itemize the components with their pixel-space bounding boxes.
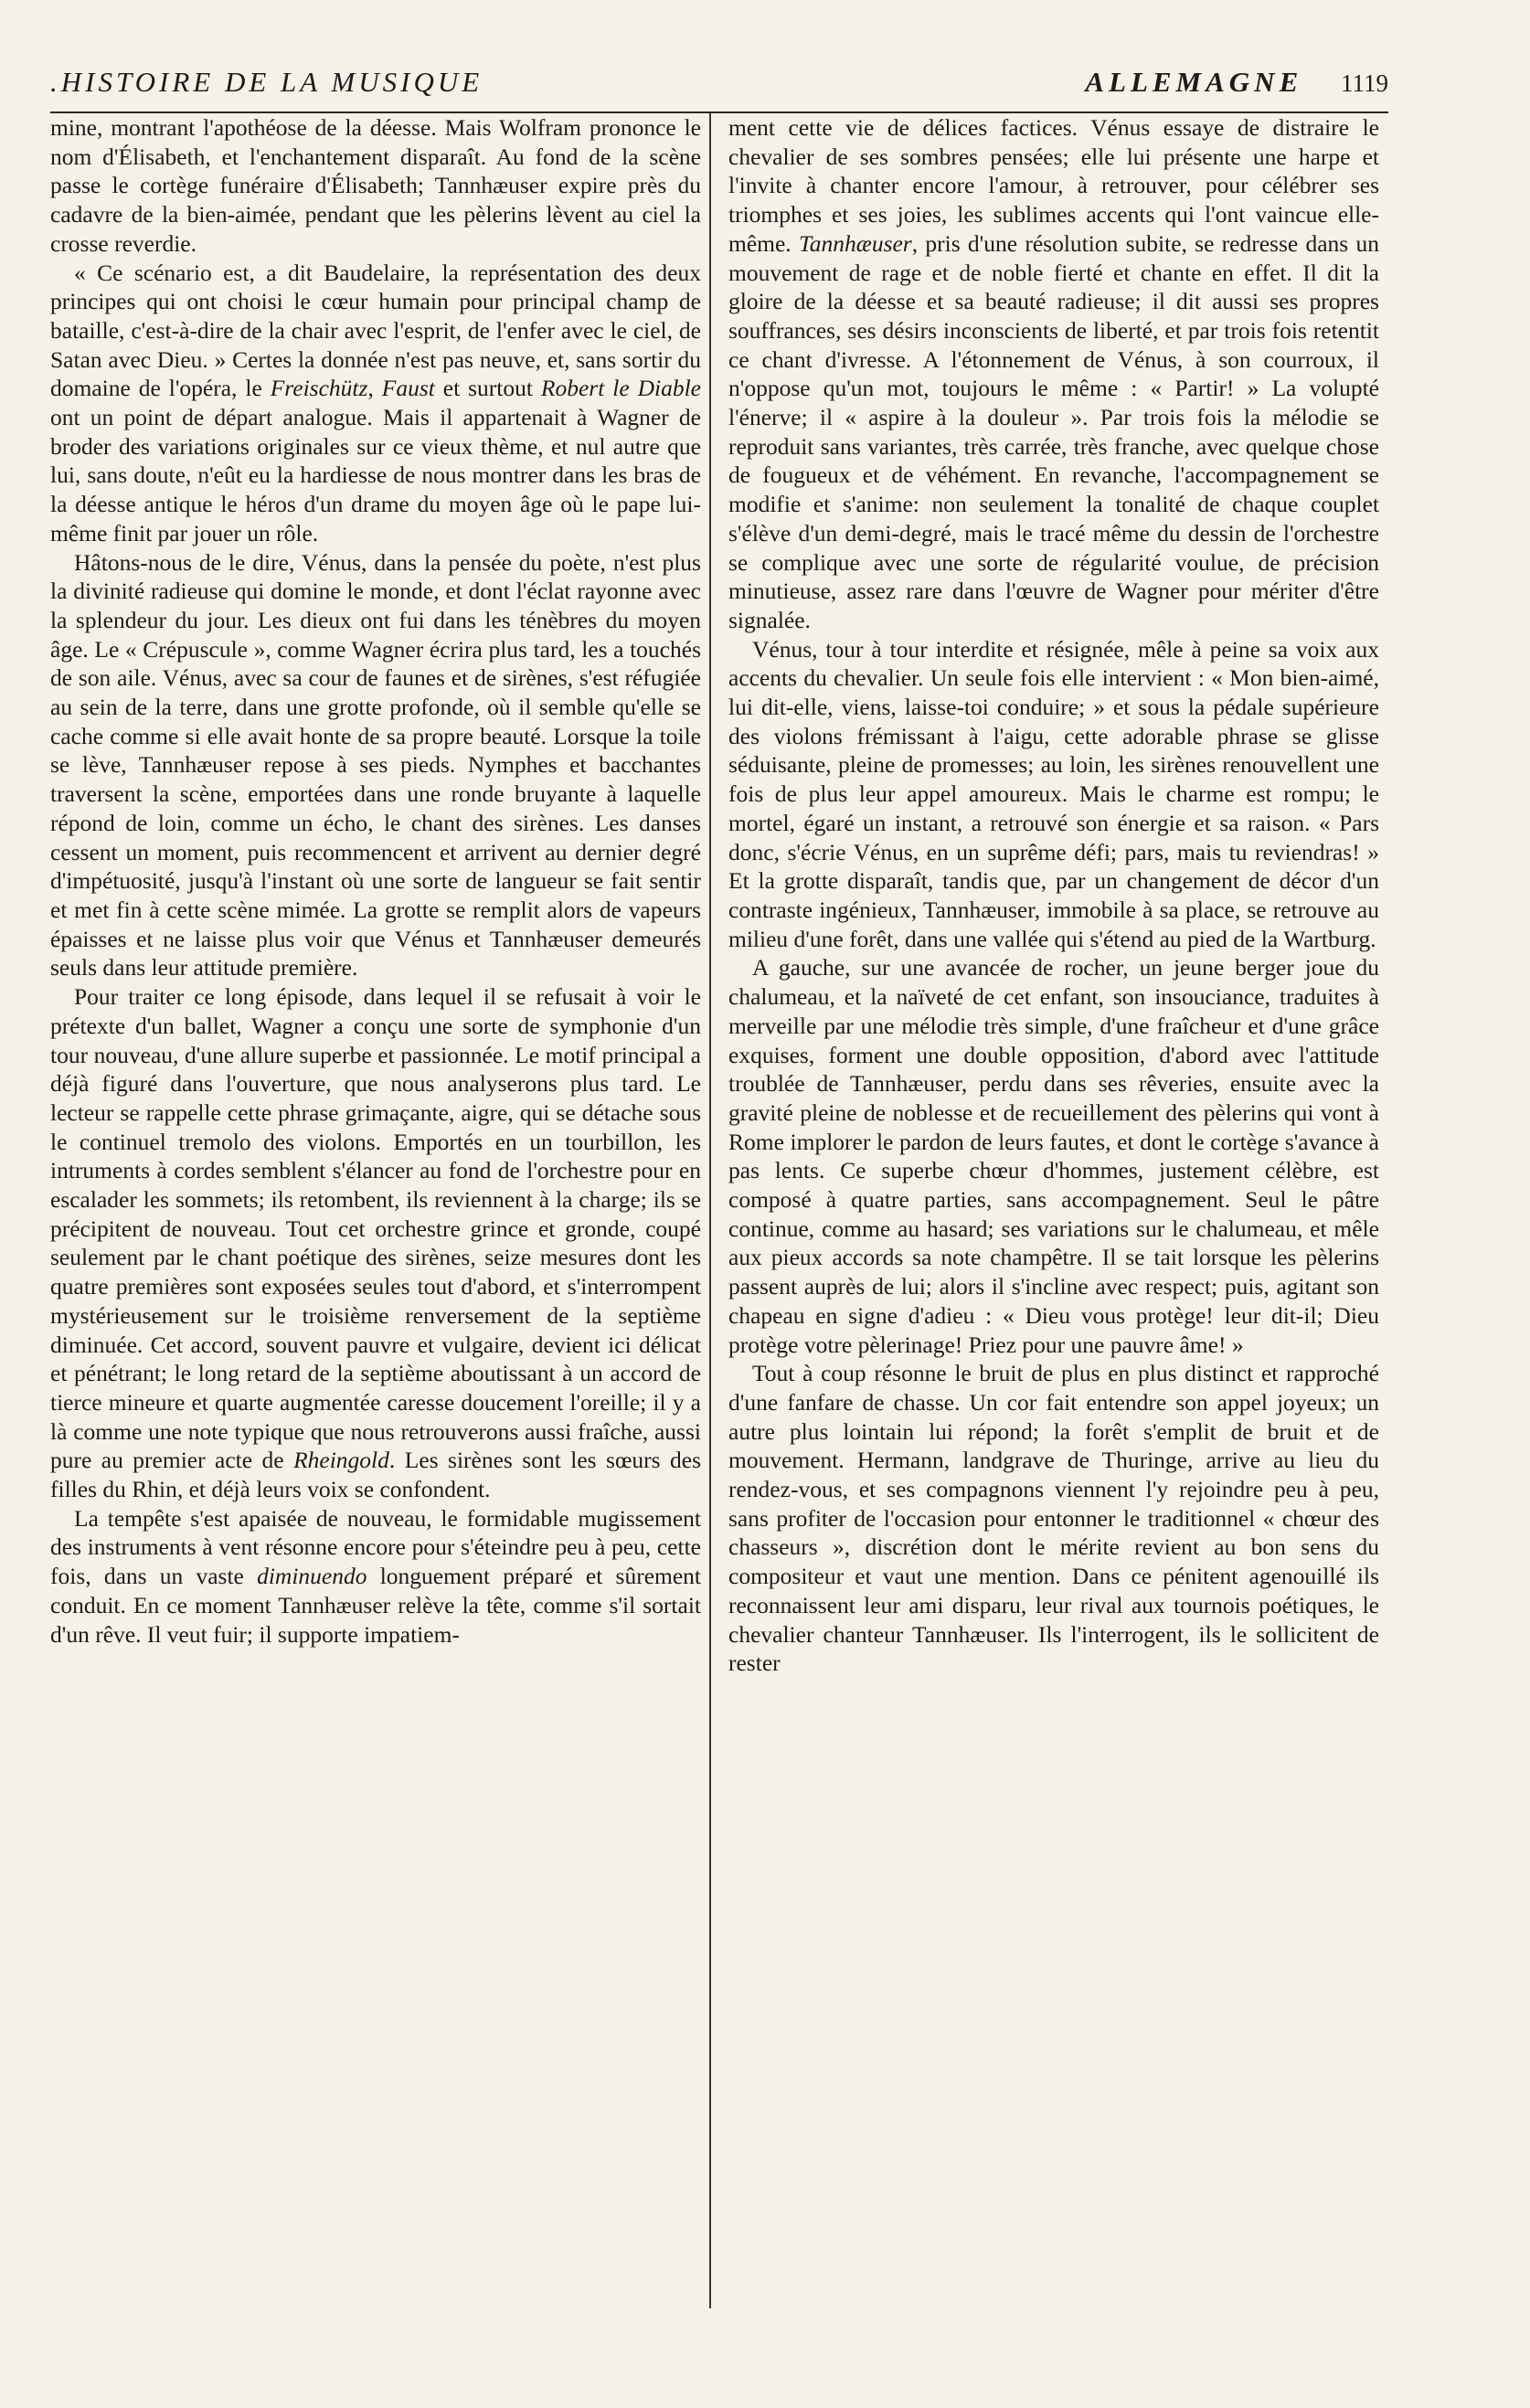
paragraph: Tout à coup résonne le bruit de plus en plus distinct et rapproché d'une fanfare de chasse. Un cor fait entendre son appel joyeux; un autre plus lointain lui répond; la forêt s'emplit de bruit et de mouvement. Hermann, landgrave de Thuringe, arrive au lieu du rendez-vous, et ses compagnons viennent l'y rejoindre peu à peu, sans profiter de l'occasion pour entonner le traditionnel « chœur des chasseurs », discrétion dont le mérite revient au bon sens du compositeur et vaut une mention. Dans ce pénitent agenouillé ils reconnaissent leur ami disparu, leur rival aux tournois poétiques, le chevalier chanteur Tannhæuser. Ils l'interrogent, ils le sollicitent de rester xyxy=(728,1360,1379,1677)
italic-title: Robert le Diable xyxy=(540,375,701,402)
paragraph: A gauche, sur une avancée de rocher, un jeune berger joue du chalumeau, et la naïveté de cet enfant, son insouciance, traduites à merveille par une mélodie très simple, d'une fraîcheur et d'une grâce exquises, forment une double opposition, d'abord avec l'attitude troublée de Tannhæuser, perdu dans ses rêveries, ensuite avec la gravité pleine de noblesse et de recueillement des pèlerins qui vont à Rome implorer le pardon de leurs fautes, et dont le cortège s'avance à pas lents. Ce superbe chœur d'hommes, justement célèbre, est composé à quatre parties, sans accompagnement. Seul le pâtre continue, comme au hasard; ses variations sur le chalumeau, et mêle aux pieux accords sa note champêtre. Il se tait lorsque les pèlerins passent auprès de lui; alors il s'incline avec respect; puis, agitant son chapeau en signe d'adieu : « Dieu vous protège! leur dit-il; Dieu protège votre pèlerinage! Priez pour une pauvre âme! » xyxy=(728,954,1379,1358)
paragraph xyxy=(50,259,701,548)
paragraph xyxy=(50,1504,701,1650)
left-column xyxy=(50,113,701,1649)
text-run: ment cette vie de délices factices. Vénus essaye de distraire le chevalier de ses sombres pensées; elle lui présente une harpe et l'invite à chanter encore l'amour, à retrouver, pour célébrer ses triomphes et ses joies, les sublimes accents qui l'ont vaincue elle-même. xyxy=(728,114,1379,257)
text-run: longuement préparé et sûrement conduit. En ce moment Tannhæuser relève la tête, comme s'il sortait d'un rêve. Il veut fuir; il supporte impatiem- xyxy=(50,1563,701,1648)
right-column xyxy=(728,113,1379,1678)
country-heading: ALLEMAGNE xyxy=(1085,66,1303,98)
italic-title: Tannhæuser xyxy=(798,229,912,257)
text-run: . Les sirènes sont les sœurs des filles du Rhin, et déjà leurs voix se confondent. xyxy=(50,1447,701,1503)
italic-title: diminuendo xyxy=(257,1563,367,1590)
text-run: , xyxy=(367,375,382,402)
page-number: 1119 xyxy=(1341,69,1388,97)
paragraph xyxy=(50,982,701,1504)
text-run: et surtout xyxy=(434,375,541,402)
paragraph: Vénus, tour à tour interdite et résignée, mêle à peine sa voix aux accents du chevalier. Un seule fois elle intervient : « Mon bien-aimé, lui dit-elle, viens, laisse-toi conduire; » et sous la pédale supérieure des violons frémissant à l'aigu, cette adorable phrase se glisse séduisante, pleine de promesses; au loin, les sirènes renouvellent une fois de plus leur appel amoureux. Mais le charme est rompu; le mortel, égaré un instant, a retrouvé son énergie et sa raison. « Pars donc, s'écrie Vénus, en un suprême défi; pars, mais tu reviendras! » Et la grotte disparaît, tandis que, par un changement de décor d'un contraste ingénieux, Tannhæuser, immobile à sa place, se retrouve au milieu d'une forêt, dans une vallée qui s'étend au pied de la Wartburg. xyxy=(728,635,1379,952)
text-run: « Ce scénario est, a dit Baudelaire, la représentation des deux principes qui ont choisi le cœur humain pour principal champ de bataille, c'est-à-dire de la chair avec l'esprit, de l'enfer avec le ciel, de Satan avec Dieu. » Certes la donnée n'est pas neuve, et, sans sortir du domaine de l'opéra, le xyxy=(50,259,701,402)
text-run: , pris d'une résolution subite, se redresse dans un mouvement de rage et de noble fierté et chante en effet. Il dit la gloire de la déesse et sa beauté radieuse; il dit aussi ses propres souffrances, ses désirs inconscients de liberté, et par trois fois retentit ce chant d'ivresse. A l'étonnement de Vénus, à son courroux, il n'oppose qu'un mot, toujours le même : « Partir! » La volupté l'énerve; il « aspire à la douleur ». Par trois fois la mélodie se reproduit sans variantes, très carrée, très franche, avec quelque chose de fougueux et de véhément. En revanche, l'accompagnement se modifie et s'anime: non seulement la tonalité de chaque couplet s'élève d'un demi-degré, mais le tracé même du dessin de l'orchestre se complique avec une sorte de régularité voulue, de précision minutieuse, assez rare dans l'œuvre de Wagner pour mériter d'être signalée. xyxy=(728,229,1379,633)
running-title: .HISTOIRE DE LA MUSIQUE xyxy=(50,66,483,98)
continued-paragraph: mine, montrant l'apothéose de la déesse. Mais Wolfram prononce le nom d'Élisabeth, et l'enchantement disparaît. Au fond de la scène passe le cortège funéraire d'Élisabeth; Tannhæuser expire près du cadavre de la bien-aimée, pendant que les pèlerins lèvent au ciel la crosse reverdie. xyxy=(50,114,701,257)
paragraph: Hâtons-nous de le dire, Vénus, dans la pensée du poète, n'est plus la divinité radieuse qui domine le monde, et dont l'éclat rayonne avec la splendeur du jour. Les dieux ont fui dans les ténèbres du moyen âge. Le « Crépuscule », comme Wagner écrira plus tard, les a touchés de son aile. Vénus, avec sa cour de faunes et de sirènes, s'est réfugiée au sein de la terre, dans une grotte profonde, où il semble qu'elle se cache comme si elle avait honte de sa propre beauté. Lorsque la toile se lève, Tannhæuser repose à ses pieds. Nymphes et bacchantes traversent la scène, emportées dans une ronde bruyante à laquelle répond de loin, comme un écho, le chant des sirènes. Les danses cessent un moment, puis recommencent et arrivent au dernier degré d'impétuosité, jusqu'à l'instant où une sorte de langueur se fait sentir et met fin à cette scène mimée. La grotte se remplit alors de vapeurs épaisses et ne laisse plus voir que Vénus et Tannhæuser demeurés seuls dans leur attitude première. xyxy=(50,548,701,981)
italic-title: Rheingold xyxy=(293,1447,389,1474)
italic-title: Faust xyxy=(381,375,435,402)
header-right xyxy=(1085,66,1388,99)
text-run: La tempête s'est apaisée de nouveau, le formidable mugissement des instruments à vent résonne encore pour s'éteindre peu à peu, cette fois, dans un vaste xyxy=(50,1504,701,1590)
running-header xyxy=(50,66,1388,106)
italic-title: Freischütz xyxy=(270,375,368,402)
text-run: Pour traiter ce long épisode, dans lequel il se refusait à voir le prétexte d'un ballet, Wagner a conçu une sorte de symphonie d'un tour nouveau, d'une allure superbe et passionnée. Le motif principal a déjà figuré dans l'ouverture, que nous analyserons plus tard. Le lecteur se rappelle cette phrase grimaçante, aigre, qui se détache sous le continuel tremolo des violons. Emportés en un tourbillon, les intruments à cordes semblent s'élancer au fond de l'orchestre pour en escalader les sommets; ils retombent, ils reviennent à la charge; ils se précipitent de nouveau. Tout cet orchestre grince et gronde, coupé seulement par le chant poétique des sirènes, seize mesures dont les quatre premières sont exposées seules tout d'abord, et s'interrompent mystérieusement sur le troisième renversement de la septième diminuée. Cet accord, souvent pauvre et vulgaire, devient ici délicat et pénétrant; le long retard de la septième aboutissant à un accord de tierce mineure et quarte augmentée caresse doucement l'oreille; il y a là comme une note typique que nous retrouverons aussi fraîche, aussi pure au premier acte de xyxy=(50,983,701,1474)
column-divider xyxy=(709,113,711,2308)
continued-paragraph xyxy=(728,113,1379,635)
text-run: ont un point de départ analogue. Mais il appartenait à Wagner de broder des variations originales sur ce vieux thème, et nul autre que lui, sans doute, n'eût eu la hardiesse de nous montrer dans les bras de la déesse antique le héros d'un drame du moyen âge où le pape lui-même finit par jouer un rôle. xyxy=(50,404,701,546)
